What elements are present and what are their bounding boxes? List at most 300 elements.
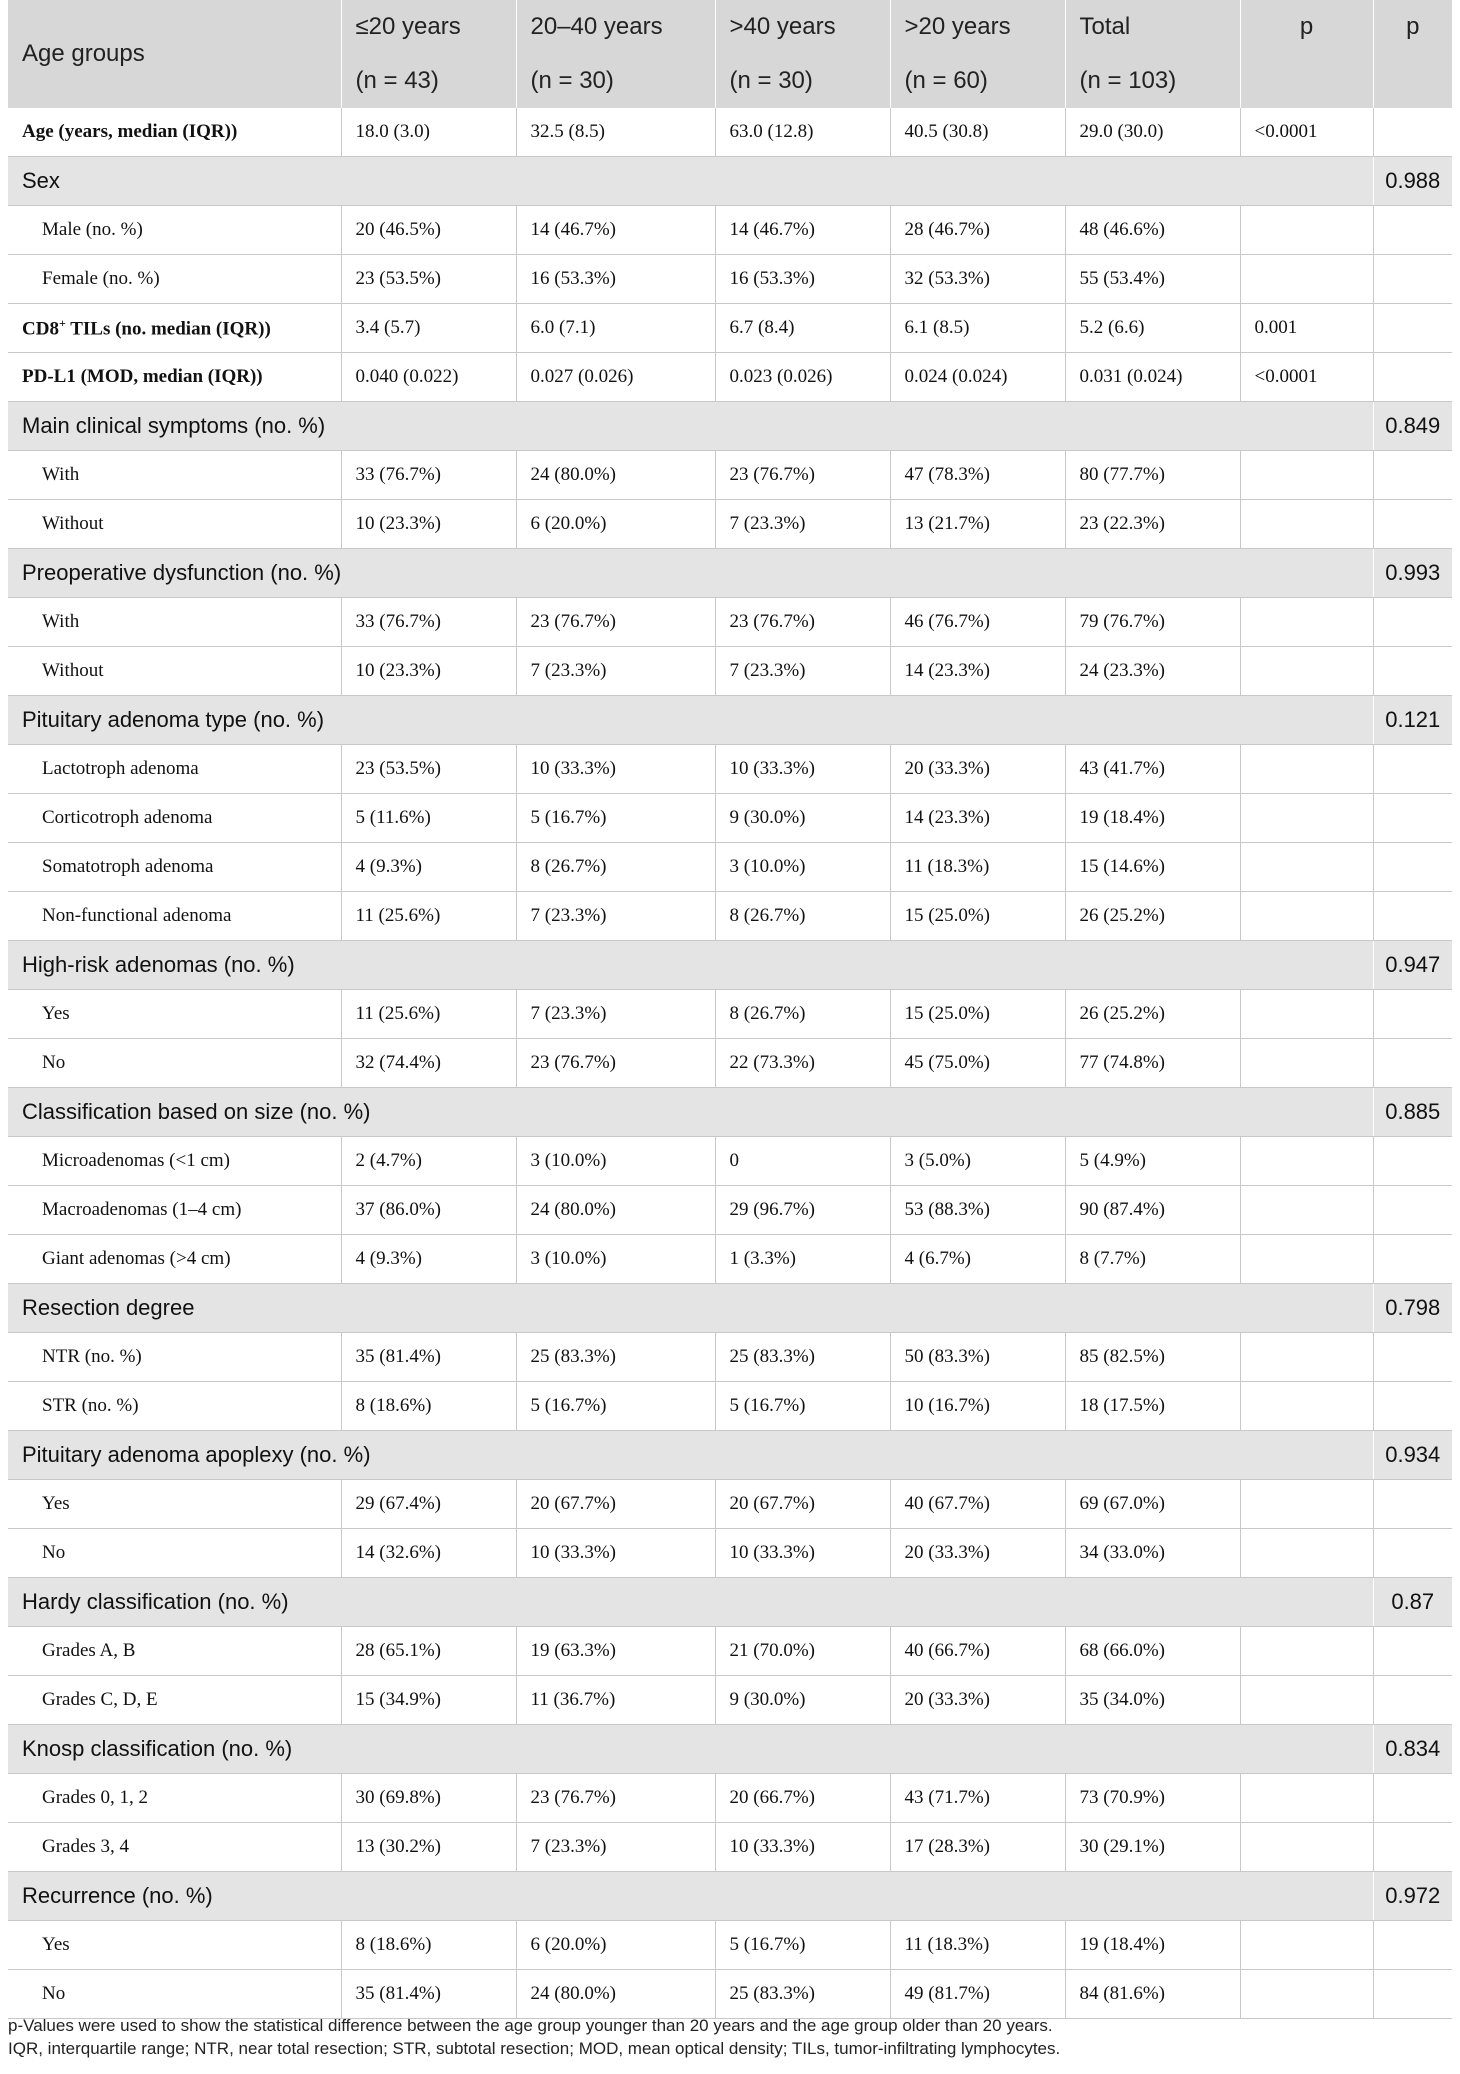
header-total: Total — [1065, 0, 1240, 54]
section-row — [8, 1431, 1452, 1480]
table-row — [8, 990, 1452, 1039]
value-cell: 11 (25.6%) — [341, 990, 516, 1039]
value-cell: 35 (81.4%) — [341, 1970, 516, 2019]
table-body — [8, 108, 1452, 2019]
section-label: Recurrence (no. %) — [8, 1872, 1373, 1921]
p-value-cell — [1240, 1774, 1373, 1823]
row-label: Grades A, B — [8, 1627, 341, 1676]
value-cell: 34 (33.0%) — [1065, 1529, 1240, 1578]
row-label — [8, 304, 341, 353]
header-n-total: (n = 103) — [1065, 54, 1240, 108]
value-cell: 47 (78.3%) — [890, 451, 1065, 500]
header-gt20: >20 years — [890, 0, 1065, 54]
table-row — [8, 1676, 1452, 1725]
value-cell: 11 (36.7%) — [516, 1676, 715, 1725]
value-cell: 7 (23.3%) — [516, 1823, 715, 1872]
row-label: PD-L1 (MOD, median (IQR)) — [8, 353, 341, 402]
section-label: Pituitary adenoma apoplexy (no. %) — [8, 1431, 1373, 1480]
value-cell: 84 (81.6%) — [1065, 1970, 1240, 2019]
p-value-cell — [1240, 990, 1373, 1039]
p-value-cell-2 — [1373, 255, 1452, 304]
p-value-cell — [1240, 1921, 1373, 1970]
p-value-cell-2 — [1373, 353, 1452, 402]
value-cell: 23 (76.7%) — [516, 1774, 715, 1823]
table-row — [8, 1137, 1452, 1186]
p-value-cell-2 — [1373, 745, 1452, 794]
value-cell: 40 (66.7%) — [890, 1627, 1065, 1676]
table-row — [8, 1382, 1452, 1431]
value-cell: 20 (33.3%) — [890, 1676, 1065, 1725]
row-label: Somatotroph adenoma — [8, 843, 341, 892]
value-cell: 10 (33.3%) — [516, 745, 715, 794]
value-cell: 23 (76.7%) — [715, 451, 890, 500]
value-cell: 13 (30.2%) — [341, 1823, 516, 1872]
value-cell: 43 (41.7%) — [1065, 745, 1240, 794]
p-value-cell-2 — [1373, 1333, 1452, 1382]
row-label: NTR (no. %) — [8, 1333, 341, 1382]
p-value-cell: <0.0001 — [1240, 108, 1373, 157]
value-cell: 80 (77.7%) — [1065, 451, 1240, 500]
section-row — [8, 157, 1452, 206]
value-cell: 20 (46.5%) — [341, 206, 516, 255]
p-value-cell: <0.0001 — [1240, 353, 1373, 402]
p-value-cell — [1240, 1235, 1373, 1284]
value-cell: 32 (53.3%) — [890, 255, 1065, 304]
header-row-1 — [8, 0, 1452, 54]
row-label: STR (no. %) — [8, 1382, 341, 1431]
section-p-value: 0.947 — [1373, 941, 1452, 990]
value-cell: 20 (67.7%) — [516, 1480, 715, 1529]
table-row — [8, 1627, 1452, 1676]
value-cell: 13 (21.7%) — [890, 500, 1065, 549]
row-label-prefix: CD8 — [22, 318, 59, 340]
section-row — [8, 549, 1452, 598]
p-value-cell-2 — [1373, 206, 1452, 255]
value-cell: 6 (20.0%) — [516, 500, 715, 549]
row-label: With — [8, 451, 341, 500]
value-cell: 7 (23.3%) — [516, 990, 715, 1039]
p-value-cell-2 — [1373, 1186, 1452, 1235]
data-table — [8, 0, 1452, 2019]
p-value-cell: 0.001 — [1240, 304, 1373, 353]
value-cell: 7 (23.3%) — [715, 647, 890, 696]
value-cell: 29.0 (30.0) — [1065, 108, 1240, 157]
row-label: Male (no. %) — [8, 206, 341, 255]
value-cell: 0.040 (0.022) — [341, 353, 516, 402]
p-value-cell — [1240, 598, 1373, 647]
table-row — [8, 1921, 1452, 1970]
header-p2: p — [1373, 0, 1452, 54]
value-cell: 32.5 (8.5) — [516, 108, 715, 157]
value-cell: 50 (83.3%) — [890, 1333, 1065, 1382]
p-value-cell — [1240, 1333, 1373, 1382]
value-cell: 8 (26.7%) — [516, 843, 715, 892]
table-header — [8, 0, 1452, 108]
table-row — [8, 304, 1452, 353]
value-cell: 33 (76.7%) — [341, 451, 516, 500]
section-row — [8, 1725, 1452, 1774]
p-value-cell-2 — [1373, 108, 1452, 157]
value-cell: 40 (67.7%) — [890, 1480, 1065, 1529]
value-cell: 5 (11.6%) — [341, 794, 516, 843]
value-cell: 14 (23.3%) — [890, 647, 1065, 696]
value-cell: 30 (29.1%) — [1065, 1823, 1240, 1872]
value-cell: 26 (25.2%) — [1065, 892, 1240, 941]
p-value-cell-2 — [1373, 451, 1452, 500]
value-cell: 2 (4.7%) — [341, 1137, 516, 1186]
value-cell: 68 (66.0%) — [1065, 1627, 1240, 1676]
table-page — [8, 0, 1452, 2019]
value-cell: 19 (63.3%) — [516, 1627, 715, 1676]
table-row — [8, 1480, 1452, 1529]
value-cell: 10 (33.3%) — [715, 1529, 890, 1578]
value-cell: 24 (80.0%) — [516, 1186, 715, 1235]
value-cell: 8 (18.6%) — [341, 1382, 516, 1431]
section-label: Resection degree — [8, 1284, 1373, 1333]
value-cell: 29 (96.7%) — [715, 1186, 890, 1235]
value-cell: 30 (69.8%) — [341, 1774, 516, 1823]
value-cell: 45 (75.0%) — [890, 1039, 1065, 1088]
row-label: Non-functional adenoma — [8, 892, 341, 941]
table-row — [8, 1235, 1452, 1284]
value-cell: 11 (18.3%) — [890, 1921, 1065, 1970]
value-cell: 18.0 (3.0) — [341, 108, 516, 157]
value-cell: 63.0 (12.8) — [715, 108, 890, 157]
value-cell: 85 (82.5%) — [1065, 1333, 1240, 1382]
section-p-value: 0.121 — [1373, 696, 1452, 745]
value-cell: 10 (16.7%) — [890, 1382, 1065, 1431]
row-label: Grades C, D, E — [8, 1676, 341, 1725]
value-cell: 0.023 (0.026) — [715, 353, 890, 402]
table-row — [8, 1039, 1452, 1088]
value-cell: 5 (16.7%) — [715, 1921, 890, 1970]
table-row — [8, 745, 1452, 794]
value-cell: 9 (30.0%) — [715, 794, 890, 843]
section-row — [8, 1088, 1452, 1137]
value-cell: 22 (73.3%) — [715, 1039, 890, 1088]
value-cell: 55 (53.4%) — [1065, 255, 1240, 304]
p-value-cell-2 — [1373, 1627, 1452, 1676]
value-cell: 24 (80.0%) — [516, 451, 715, 500]
row-label: Microadenomas (<1 cm) — [8, 1137, 341, 1186]
value-cell: 53 (88.3%) — [890, 1186, 1065, 1235]
value-cell: 9 (30.0%) — [715, 1676, 890, 1725]
row-label-suffix: TILs (no. median (IQR)) — [65, 318, 271, 340]
row-label: No — [8, 1529, 341, 1578]
row-label: Yes — [8, 990, 341, 1039]
value-cell: 3.4 (5.7) — [341, 304, 516, 353]
table-row — [8, 353, 1452, 402]
section-row — [8, 1872, 1452, 1921]
section-p-value: 0.934 — [1373, 1431, 1452, 1480]
row-label-superscript: + — [58, 315, 66, 330]
value-cell: 5.2 (6.6) — [1065, 304, 1240, 353]
value-cell: 17 (28.3%) — [890, 1823, 1065, 1872]
value-cell: 8 (26.7%) — [715, 892, 890, 941]
value-cell: 6 (20.0%) — [516, 1921, 715, 1970]
value-cell: 20 (66.7%) — [715, 1774, 890, 1823]
header-n-gt20: (n = 60) — [890, 54, 1065, 108]
p-value-cell-2 — [1373, 1774, 1452, 1823]
value-cell: 0.031 (0.024) — [1065, 353, 1240, 402]
value-cell: 79 (76.7%) — [1065, 598, 1240, 647]
table-row — [8, 794, 1452, 843]
value-cell: 15 (25.0%) — [890, 990, 1065, 1039]
section-label: Hardy classification (no. %) — [8, 1578, 1373, 1627]
section-label: Classification based on size (no. %) — [8, 1088, 1373, 1137]
table-row — [8, 255, 1452, 304]
value-cell: 7 (23.3%) — [715, 500, 890, 549]
value-cell: 21 (70.0%) — [715, 1627, 890, 1676]
row-label: Giant adenomas (>4 cm) — [8, 1235, 341, 1284]
value-cell: 11 (25.6%) — [341, 892, 516, 941]
value-cell: 8 (18.6%) — [341, 1921, 516, 1970]
value-cell: 23 (76.7%) — [516, 598, 715, 647]
p-value-cell — [1240, 1529, 1373, 1578]
row-label: No — [8, 1039, 341, 1088]
value-cell: 28 (46.7%) — [890, 206, 1065, 255]
value-cell: 14 (23.3%) — [890, 794, 1065, 843]
section-p-value: 0.993 — [1373, 549, 1452, 598]
value-cell: 10 (33.3%) — [715, 1823, 890, 1872]
p-value-cell — [1240, 1186, 1373, 1235]
value-cell: 1 (3.3%) — [715, 1235, 890, 1284]
header-20-40: 20–40 years — [516, 0, 715, 54]
value-cell: 35 (34.0%) — [1065, 1676, 1240, 1725]
table-row — [8, 1823, 1452, 1872]
value-cell: 25 (83.3%) — [715, 1333, 890, 1382]
table-row — [8, 206, 1452, 255]
p-value-cell-2 — [1373, 598, 1452, 647]
value-cell: 15 (25.0%) — [890, 892, 1065, 941]
header-n-le20: (n = 43) — [341, 54, 516, 108]
p-value-cell-2 — [1373, 1137, 1452, 1186]
value-cell: 3 (10.0%) — [516, 1235, 715, 1284]
section-p-value: 0.87 — [1373, 1578, 1452, 1627]
p-value-cell-2 — [1373, 843, 1452, 892]
value-cell: 33 (76.7%) — [341, 598, 516, 647]
row-label: Grades 3, 4 — [8, 1823, 341, 1872]
value-cell: 24 (23.3%) — [1065, 647, 1240, 696]
section-label: Knosp classification (no. %) — [8, 1725, 1373, 1774]
value-cell: 14 (46.7%) — [516, 206, 715, 255]
value-cell: 23 (76.7%) — [715, 598, 890, 647]
p-value-cell-2 — [1373, 1823, 1452, 1872]
header-n-20-40: (n = 30) — [516, 54, 715, 108]
footnote-abbreviations: IQR, interquartile range; NTR, near total resection; STR, subtotal resection; MOD, mean optical density; TILs, tumor-infiltrating lymphocytes. — [8, 2039, 1061, 2058]
value-cell: 77 (74.8%) — [1065, 1039, 1240, 1088]
p-value-cell — [1240, 1382, 1373, 1431]
value-cell: 15 (14.6%) — [1065, 843, 1240, 892]
value-cell: 10 (33.3%) — [516, 1529, 715, 1578]
p-value-cell-2 — [1373, 1235, 1452, 1284]
value-cell: 10 (33.3%) — [715, 745, 890, 794]
value-cell: 16 (53.3%) — [516, 255, 715, 304]
value-cell: 14 (32.6%) — [341, 1529, 516, 1578]
row-label: Grades 0, 1, 2 — [8, 1774, 341, 1823]
p-value-cell-2 — [1373, 892, 1452, 941]
value-cell: 0.024 (0.024) — [890, 353, 1065, 402]
value-cell: 48 (46.6%) — [1065, 206, 1240, 255]
p-value-cell-2 — [1373, 1970, 1452, 2019]
section-label: Pituitary adenoma type (no. %) — [8, 696, 1373, 745]
section-label: Sex — [8, 157, 1373, 206]
value-cell: 7 (23.3%) — [516, 892, 715, 941]
section-p-value: 0.834 — [1373, 1725, 1452, 1774]
value-cell: 5 (4.9%) — [1065, 1137, 1240, 1186]
value-cell: 15 (34.9%) — [341, 1676, 516, 1725]
section-p-value: 0.798 — [1373, 1284, 1452, 1333]
row-label: Corticotroph adenoma — [8, 794, 341, 843]
section-label: High-risk adenomas (no. %) — [8, 941, 1373, 990]
value-cell: 25 (83.3%) — [516, 1333, 715, 1382]
value-cell: 90 (87.4%) — [1065, 1186, 1240, 1235]
value-cell: 6.7 (8.4) — [715, 304, 890, 353]
section-p-value: 0.988 — [1373, 157, 1452, 206]
p-value-cell-2 — [1373, 1480, 1452, 1529]
row-label: Without — [8, 647, 341, 696]
header-empty-p1 — [1240, 54, 1373, 108]
value-cell: 3 (5.0%) — [890, 1137, 1065, 1186]
footnote-pvalue: p-Values were used to show the statistical difference between the age group younger than 20 years and the age group older than 20 years. — [8, 2016, 1053, 2035]
p-value-cell-2 — [1373, 1921, 1452, 1970]
p-value-cell — [1240, 1627, 1373, 1676]
value-cell: 25 (83.3%) — [715, 1970, 890, 2019]
table-row — [8, 1970, 1452, 2019]
p-value-cell — [1240, 745, 1373, 794]
value-cell: 3 (10.0%) — [516, 1137, 715, 1186]
section-label: Preoperative dysfunction (no. %) — [8, 549, 1373, 598]
p-value-cell — [1240, 1039, 1373, 1088]
value-cell: 40.5 (30.8) — [890, 108, 1065, 157]
value-cell: 10 (23.3%) — [341, 500, 516, 549]
value-cell: 6.0 (7.1) — [516, 304, 715, 353]
row-label: Yes — [8, 1921, 341, 1970]
row-label: Female (no. %) — [8, 255, 341, 304]
value-cell: 28 (65.1%) — [341, 1627, 516, 1676]
p-value-cell — [1240, 1823, 1373, 1872]
p-value-cell — [1240, 1970, 1373, 2019]
table-row — [8, 1186, 1452, 1235]
section-p-value: 0.972 — [1373, 1872, 1452, 1921]
value-cell: 24 (80.0%) — [516, 1970, 715, 2019]
row-label: Macroadenomas (1–4 cm) — [8, 1186, 341, 1235]
p-value-cell — [1240, 206, 1373, 255]
section-label: Main clinical symptoms (no. %) — [8, 402, 1373, 451]
p-value-cell — [1240, 1480, 1373, 1529]
value-cell: 6.1 (8.5) — [890, 304, 1065, 353]
row-label: Without — [8, 500, 341, 549]
value-cell: 4 (6.7%) — [890, 1235, 1065, 1284]
value-cell: 0.027 (0.026) — [516, 353, 715, 402]
row-label: Age (years, median (IQR)) — [8, 108, 341, 157]
value-cell: 23 (53.5%) — [341, 745, 516, 794]
value-cell: 69 (67.0%) — [1065, 1480, 1240, 1529]
row-label: No — [8, 1970, 341, 2019]
value-cell: 46 (76.7%) — [890, 598, 1065, 647]
p-value-cell — [1240, 843, 1373, 892]
section-row — [8, 696, 1452, 745]
value-cell: 8 (26.7%) — [715, 990, 890, 1039]
table-row — [8, 1774, 1452, 1823]
p-value-cell-2 — [1373, 1676, 1452, 1725]
table-footnotes — [8, 2014, 1060, 2060]
p-value-cell-2 — [1373, 1039, 1452, 1088]
section-row — [8, 402, 1452, 451]
p-value-cell — [1240, 255, 1373, 304]
table-row — [8, 647, 1452, 696]
value-cell: 37 (86.0%) — [341, 1186, 516, 1235]
value-cell: 5 (16.7%) — [516, 794, 715, 843]
value-cell: 20 (33.3%) — [890, 745, 1065, 794]
value-cell: 5 (16.7%) — [715, 1382, 890, 1431]
p-value-cell-2 — [1373, 1382, 1452, 1431]
value-cell: 32 (74.4%) — [341, 1039, 516, 1088]
section-p-value: 0.849 — [1373, 402, 1452, 451]
p-value-cell-2 — [1373, 990, 1452, 1039]
value-cell: 16 (53.3%) — [715, 255, 890, 304]
row-label: With — [8, 598, 341, 647]
header-gt40: >40 years — [715, 0, 890, 54]
value-cell: 35 (81.4%) — [341, 1333, 516, 1382]
header-empty-p2 — [1373, 54, 1452, 108]
p-value-cell-2 — [1373, 500, 1452, 549]
value-cell: 26 (25.2%) — [1065, 990, 1240, 1039]
header-age-groups: Age groups — [8, 0, 341, 108]
value-cell: 8 (7.7%) — [1065, 1235, 1240, 1284]
value-cell: 20 (33.3%) — [890, 1529, 1065, 1578]
value-cell: 11 (18.3%) — [890, 843, 1065, 892]
section-row — [8, 1284, 1452, 1333]
value-cell: 4 (9.3%) — [341, 843, 516, 892]
value-cell: 18 (17.5%) — [1065, 1382, 1240, 1431]
value-cell: 73 (70.9%) — [1065, 1774, 1240, 1823]
value-cell: 19 (18.4%) — [1065, 794, 1240, 843]
value-cell: 14 (46.7%) — [715, 206, 890, 255]
section-p-value: 0.885 — [1373, 1088, 1452, 1137]
p-value-cell-2 — [1373, 794, 1452, 843]
section-row — [8, 1578, 1452, 1627]
p-value-cell — [1240, 892, 1373, 941]
value-cell: 23 (22.3%) — [1065, 500, 1240, 549]
value-cell: 4 (9.3%) — [341, 1235, 516, 1284]
header-p1: p — [1240, 0, 1373, 54]
header-le20: ≤20 years — [341, 0, 516, 54]
value-cell: 19 (18.4%) — [1065, 1921, 1240, 1970]
value-cell: 7 (23.3%) — [516, 647, 715, 696]
value-cell: 0 — [715, 1137, 890, 1186]
value-cell: 43 (71.7%) — [890, 1774, 1065, 1823]
value-cell: 20 (67.7%) — [715, 1480, 890, 1529]
value-cell: 29 (67.4%) — [341, 1480, 516, 1529]
table-row — [8, 108, 1452, 157]
table-row — [8, 500, 1452, 549]
header-n-gt40: (n = 30) — [715, 54, 890, 108]
p-value-cell — [1240, 1137, 1373, 1186]
table-row — [8, 451, 1452, 500]
p-value-cell — [1240, 794, 1373, 843]
p-value-cell-2 — [1373, 1529, 1452, 1578]
p-value-cell — [1240, 647, 1373, 696]
table-row — [8, 1529, 1452, 1578]
value-cell: 49 (81.7%) — [890, 1970, 1065, 2019]
section-row — [8, 941, 1452, 990]
p-value-cell-2 — [1373, 647, 1452, 696]
p-value-cell — [1240, 451, 1373, 500]
value-cell: 23 (76.7%) — [516, 1039, 715, 1088]
value-cell: 3 (10.0%) — [715, 843, 890, 892]
table-row — [8, 598, 1452, 647]
